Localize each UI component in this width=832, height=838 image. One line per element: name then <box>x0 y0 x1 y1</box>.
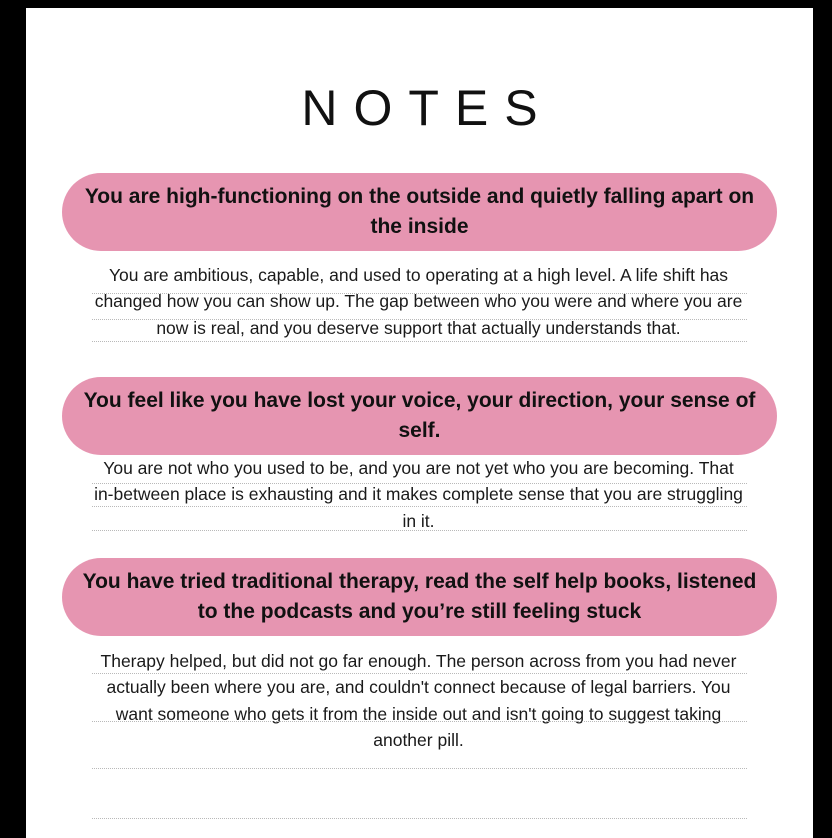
section-heading-text: You feel like you have lost your voice, your direction, your sense of self. <box>83 389 756 442</box>
section-heading-text: You have tried traditional therapy, read the self help books, listened to the podcasts and you’re still feeling stuck <box>82 570 757 623</box>
section-heading-high-functioning <box>62 173 777 251</box>
section-heading-text: You are high-functioning on the outside and quietly falling apart on the inside <box>84 185 755 238</box>
section-body-high-functioning: You are ambitious, capable, and used to operating at a high level. A life shift has changed how you can show up. The gap between who you were and where you are now is real, and you deserve support that actually understands that. <box>94 265 743 338</box>
note-line <box>92 673 747 674</box>
note-line <box>92 506 747 507</box>
note-line <box>92 341 747 342</box>
note-line <box>92 483 747 484</box>
note-line <box>92 768 747 769</box>
note-line <box>92 818 747 819</box>
note-line <box>92 530 747 531</box>
note-line <box>92 319 747 320</box>
page-title: NOTES <box>301 80 554 136</box>
note-line <box>92 721 747 722</box>
section-heading-lost-voice <box>62 377 777 455</box>
notes-page <box>26 8 813 838</box>
section-body-tried-therapy: Therapy helped, but did not go far enough. The person across from you had never actually been where you are, and couldn't connect because of legal barriers. You want someone who gets it from the inside out and isn't going to suggest taking another pill. <box>100 651 737 750</box>
section-body-lost-voice: You are not who you used to be, and you are not yet who you are becoming. That in-between place is exhausting and it makes complete sense that you are struggling in it. <box>94 458 743 531</box>
note-line <box>92 293 747 294</box>
section-heading-tried-therapy <box>62 558 777 636</box>
